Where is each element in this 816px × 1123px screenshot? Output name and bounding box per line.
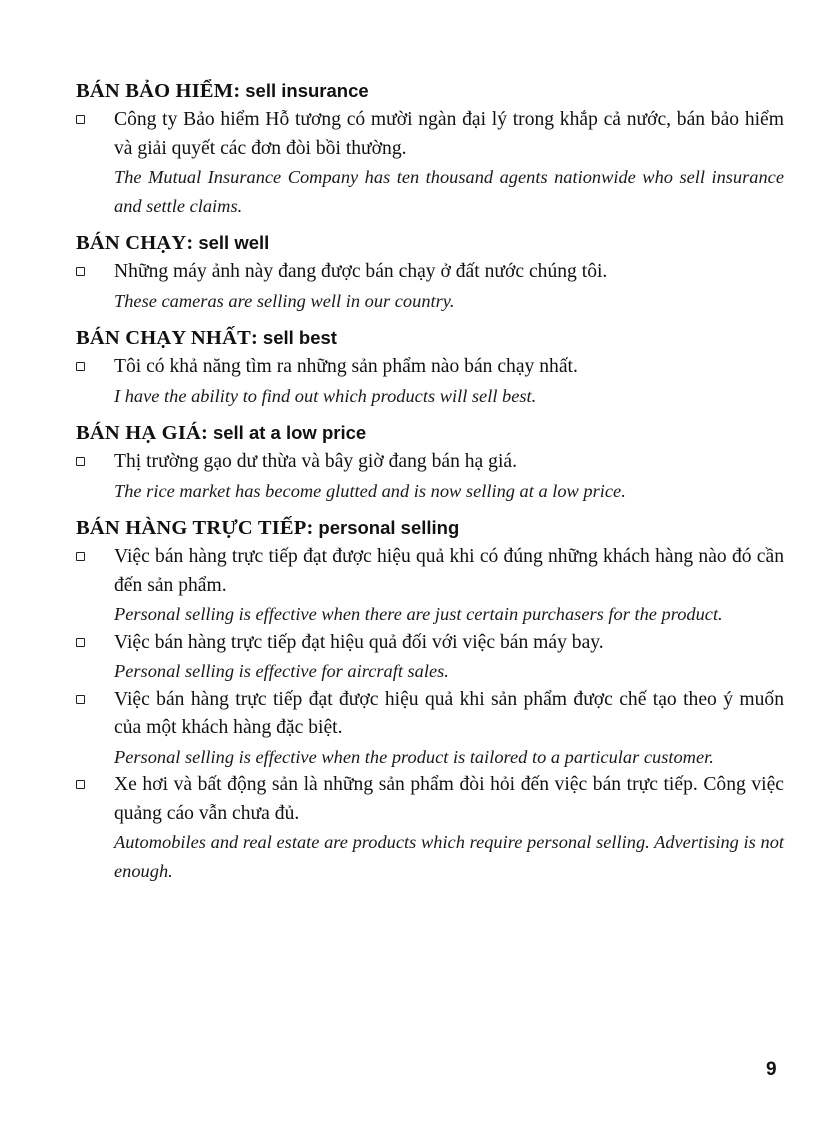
example-item <box>76 771 784 885</box>
example-en: These cameras are selling well in our country. <box>114 290 455 311</box>
entry-heading: BÁN CHẠY NHẤT: sell best <box>76 327 337 349</box>
example-vi: Việc bán hàng trực tiếp đạt được hiệu quả khi sản phẩm được chế tạo theo ý muốn của một khách hàng đặc biệt. <box>114 688 784 738</box>
checkbox-bullet-icon <box>76 457 85 466</box>
dictionary-entry <box>76 228 784 315</box>
example-en: I have the ability to find out which products will sell best. <box>114 385 537 406</box>
checkbox-bullet-icon <box>76 267 85 276</box>
term-en: personal selling <box>318 517 460 538</box>
checkbox-bullet-icon <box>76 362 85 371</box>
example-item <box>76 543 784 629</box>
example-en: Personal selling is effective for aircraft sales. <box>114 661 449 681</box>
example-vi: Việc bán hàng trực tiếp đạt được hiệu quả khi có đúng những khách hàng nào đó cần đến sản phẩm. <box>114 546 784 596</box>
term-vi: BÁN HÀNG TRỰC TIẾP <box>76 517 307 539</box>
example-item <box>76 106 784 220</box>
example-item <box>76 629 784 686</box>
example-vi: Tôi có khả năng tìm ra những sản phẩm nào bán chạy nhất. <box>114 356 578 377</box>
checkbox-bullet-icon <box>76 780 85 789</box>
term-en: sell insurance <box>245 80 369 101</box>
checkbox-bullet-icon <box>76 638 85 647</box>
term-vi: BÁN BẢO HIỂM <box>76 80 234 102</box>
page-number: 9 <box>766 1059 777 1080</box>
entry-heading: BÁN BẢO HIỂM: sell insurance <box>76 80 369 102</box>
example-en: The rice market has become glutted and is now selling at a low price. <box>114 480 626 501</box>
term-en: sell at a low price <box>212 422 367 443</box>
entry-heading: BÁN CHẠY: sell well <box>76 232 270 254</box>
term-vi: BÁN HẠ GIÁ <box>76 422 202 444</box>
example-vi: Công ty Bảo hiểm Hỗ tương có mười ngàn đại lý trong khắp cả nước, bán bảo hiểm và giải quyết các đơn đòi bồi thường. <box>114 109 784 159</box>
entries-list <box>76 76 784 893</box>
example-vi: Xe hơi và bất động sản là những sản phẩm đòi hỏi đến việc bán trực tiếp. Công việc quảng cáo vẫn chưa đủ. <box>114 774 784 824</box>
example-en: The Mutual Insurance Company has ten thousand agents nationwide who sell insurance and settle claims. <box>114 167 784 216</box>
example-en: Automobiles and real estate are products which require personal selling. Advertising is not enough. <box>114 832 784 881</box>
dictionary-entry <box>76 323 784 410</box>
checkbox-bullet-icon <box>76 695 85 704</box>
entry-heading: BÁN HẠ GIÁ: sell at a low price <box>76 422 367 444</box>
checkbox-bullet-icon <box>76 115 85 124</box>
example-item <box>76 353 784 410</box>
example-item <box>76 258 784 315</box>
example-en: Personal selling is effective when there are just certain purchasers for the product. <box>114 604 723 624</box>
entry-heading: BÁN HÀNG TRỰC TIẾP: personal selling <box>76 517 460 539</box>
term-en: sell well <box>198 232 270 253</box>
dictionary-entry <box>76 513 784 885</box>
example-vi: Việc bán hàng trực tiếp đạt hiệu quả đối với việc bán máy bay. <box>114 631 604 653</box>
example-item <box>76 686 784 772</box>
term-vi: BÁN CHẠY <box>76 232 187 254</box>
dictionary-entry <box>76 418 784 505</box>
dictionary-entry <box>76 76 784 220</box>
checkbox-bullet-icon <box>76 552 85 561</box>
term-en: sell best <box>262 327 337 348</box>
example-vi: Những máy ảnh này đang được bán chạy ở đất nước chúng tôi. <box>114 261 608 282</box>
example-item <box>76 448 784 505</box>
example-vi: Thị trường gạo dư thừa và bây giờ đang bán hạ giá. <box>114 451 517 472</box>
example-en: Personal selling is effective when the product is tailored to a particular customer. <box>114 746 714 767</box>
term-vi: BÁN CHẠY NHẤT <box>76 327 251 349</box>
